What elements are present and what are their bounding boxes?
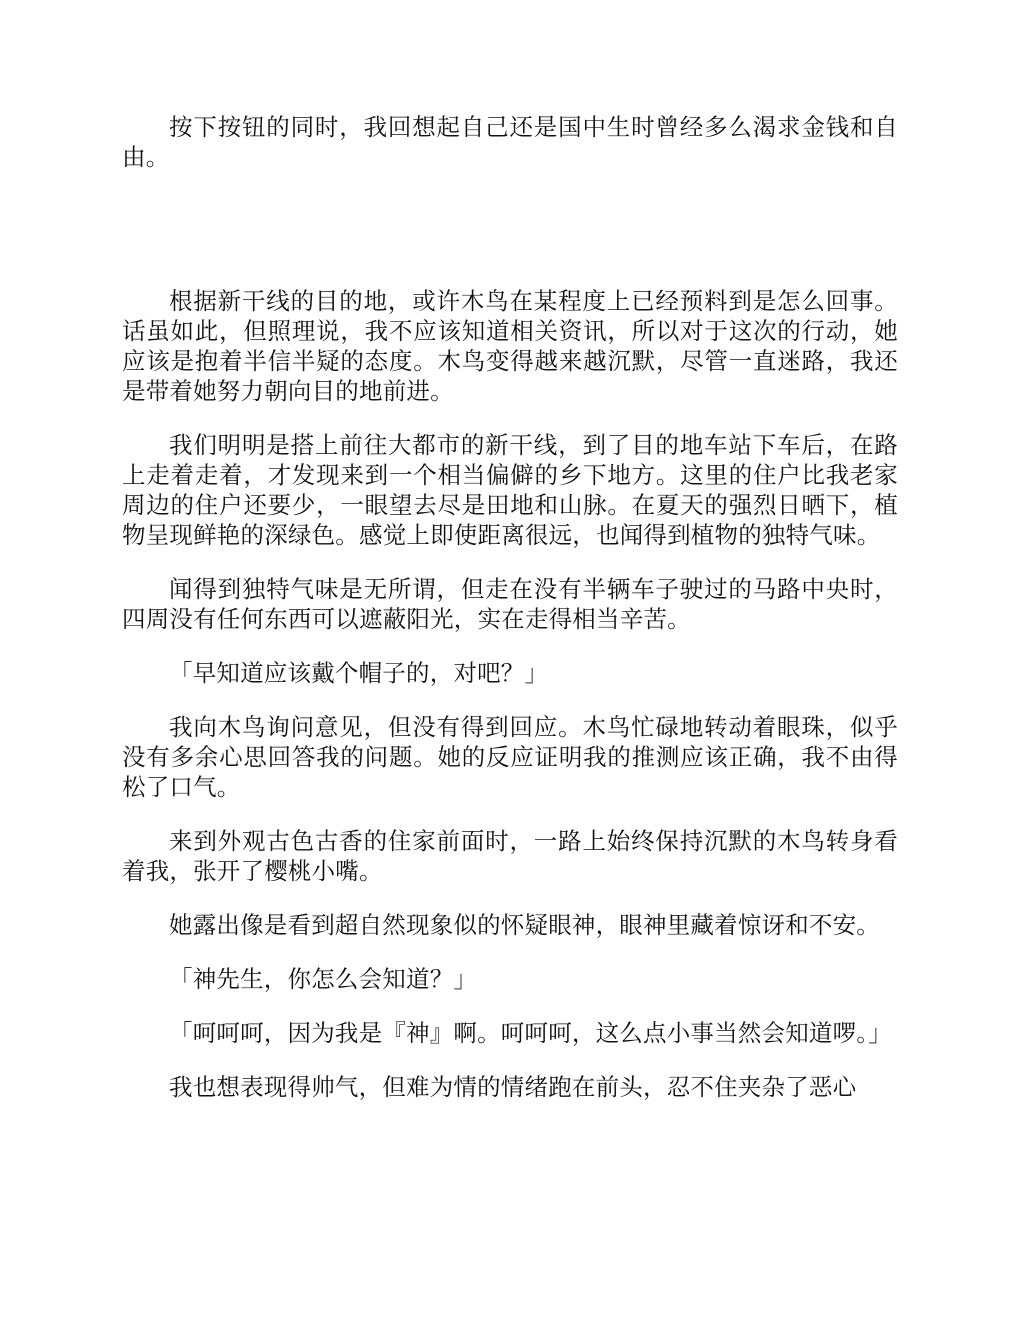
document-page [122,112,898,1102]
dialogue-line-3: 「呵呵呵，因为我是『神』啊。呵呵呵，这么点小事当然会知道啰。」 [169,1019,892,1047]
paragraph-6: 来到外观古色古香的住家前面时，一路上始终保持沉默的木鸟转身看着我，张开了樱桃小嘴。 [122,827,898,885]
paragraph-5: 我向木鸟询问意见，但没有得到回应。木鸟忙碌地转动着眼珠，似乎没有多余心思回答我的问题。她的反应证明我的推测应该正确，我不由得松了口气。 [122,713,898,801]
paragraph-7: 她露出像是看到超自然现象似的怀疑眼神，眼神里藏着惊讶和不安。 [169,911,880,939]
paragraph-1: 按下按钮的同时，我回想起自己还是国中生时曾经多么渴求金钱和自由。 [122,113,898,171]
paragraph-4: 闻得到独特气味是无所谓，但走在没有半辆车子驶过的马路中央时，四周没有任何东西可以遮蔽阳光，实在走得相当辛苦。 [122,575,898,633]
dialogue-line-1: 「早知道应该戴个帽子的，对吧？」 [169,659,549,687]
dialogue-line-2: 「神先生，你怎么会知道？」 [169,965,478,993]
paragraph-3: 我们明明是搭上前往大都市的新干线，到了目的地车站下车后，在路上走着走着，才发现来到一个相当偏僻的乡下地方。这里的住户比我老家周边的住户还要少，一眼望去尽是田地和山脉。在夏天的强烈日晒下，植物呈现鲜艳的深绿色。感觉上即使距离很远，也闻得到植物的独特气味。 [122,431,898,549]
paragraph-2: 根据新干线的目的地，或许木鸟在某程度上已经预料到是怎么回事。话虽如此，但照理说，我不应该知道相关资讯，所以对于这次的行动，她应该是抱着半信半疑的态度。木鸟变得越来越沉默，尽管一直迷路，我还是带着她努力朝向目的地前进。 [122,287,898,405]
paragraph-8: 我也想表现得帅气，但难为情的情绪跑在前头，忍不住夹杂了恶心 [169,1073,857,1101]
